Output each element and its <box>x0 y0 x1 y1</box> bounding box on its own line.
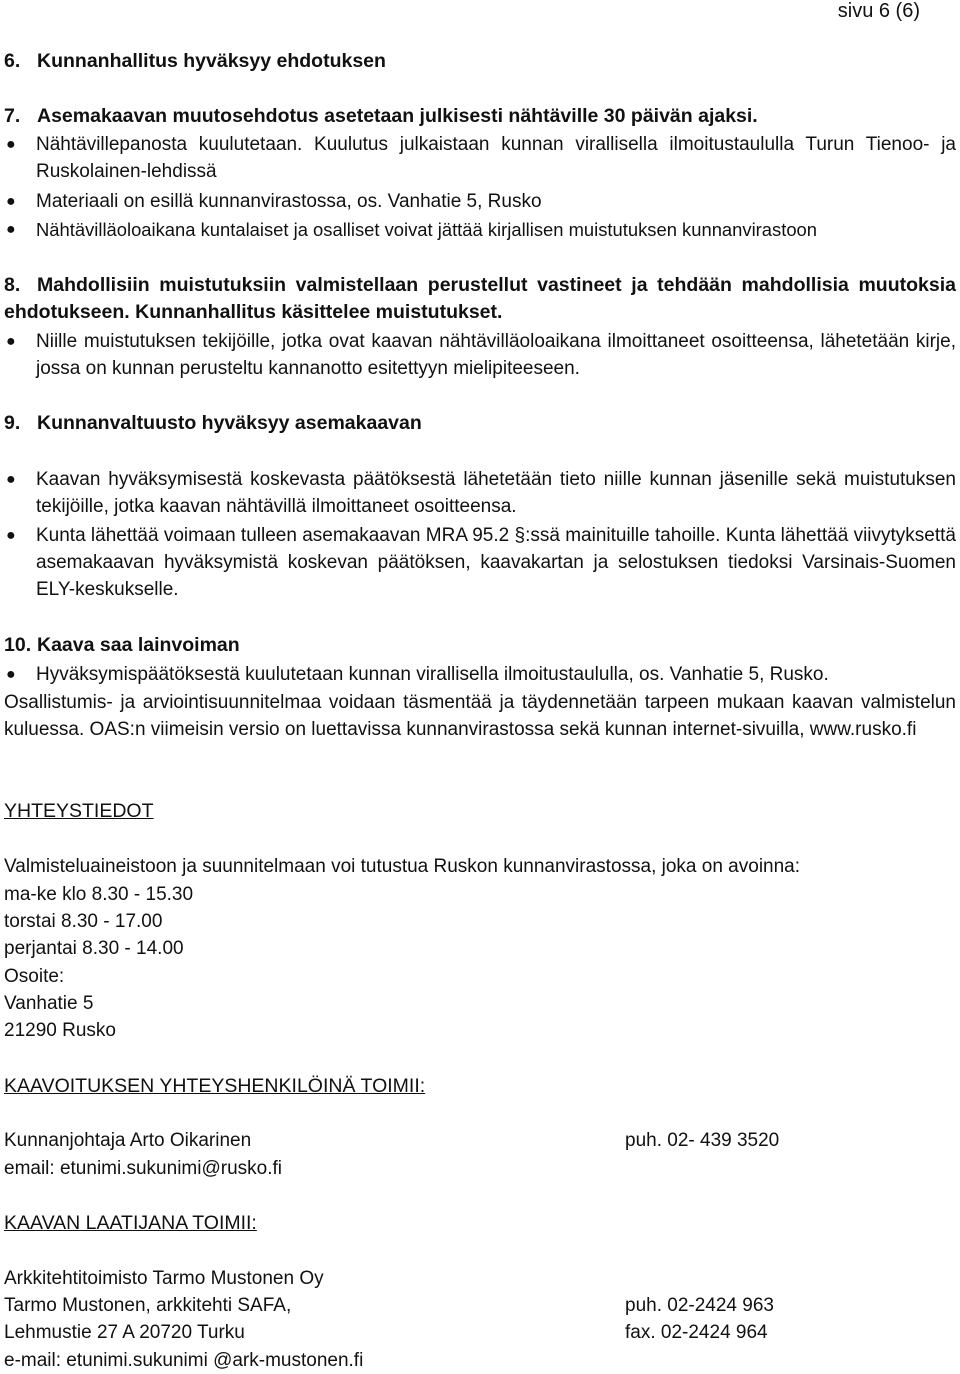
address-line: 21290 Rusko <box>4 1020 116 1041</box>
opening-hours-line: perjantai 8.30 - 14.00 <box>4 938 184 959</box>
step-7-heading <box>4 103 956 130</box>
bullet-item <box>4 131 956 185</box>
planning-contact-heading: KAAVOITUKSEN YHTEYSHENKILÖINÄ TOIMII: <box>4 1075 426 1097</box>
drafter-person: Tarmo Mustonen, arkkitehti SAFA, <box>4 1295 292 1316</box>
bullet-icon: ● <box>6 221 16 238</box>
drafter-email: e-mail: etunimi.sukunimi @ark-mustonen.fi <box>4 1350 364 1371</box>
bullet-icon: ● <box>6 666 16 683</box>
contact-email: email: etunimi.sukunimi@rusko.fi <box>4 1158 282 1179</box>
step-title: Asemakaavan muutosehdotus asetetaan julkisesti nähtäville 30 päivän ajaksi. <box>37 105 758 127</box>
bullet-icon: ● <box>6 136 16 153</box>
bullet-text: Kunta lähettää voimaan tulleen asemakaavan MRA 95.2 §:ssä mainituille tahoille. Kunta lähettää viivytyksettä asemakaavan hyväksymistä koskevan päätöksen, kaavakartan ja selostuksen tiedoksi Varsinais-Suomen ELY-keskukselle. <box>36 525 956 600</box>
step-number: 10. <box>4 634 32 656</box>
bullet-text: Niille muistutuksen tekijöille, jotka ovat kaavan nähtävilläoloaikana ilmoittaneet osoitteensa, lähetetään kirje, jossa on kunnan perusteltu kannanotto esitettyyn mielipiteeseen. <box>36 331 956 379</box>
drafter-fax: fax. 02-2424 964 <box>625 1322 768 1343</box>
page-number: sivu 6 (6) <box>837 0 920 22</box>
address-label: Osoite: <box>4 966 65 987</box>
bullet-item <box>4 661 956 688</box>
bullet-text: Nähtävillepanosta kuulutetaan. Kuulutus julkaistaan kunnan virallisella ilmoitustaululla Turun Tienoo- ja Ruskolainen-lehdissä <box>36 134 956 182</box>
contact-heading: YHTEYSTIEDOT <box>4 800 154 822</box>
bullet-text: Hyväksymispäätöksestä kuulutetaan kunnan virallisella ilmoitustaululla, os. Vanhatie 5, Rusko. <box>36 664 829 685</box>
contact-name: Kunnanjohtaja Arto Oikarinen <box>4 1130 252 1151</box>
drafter-company: Arkkitehtitoimisto Tarmo Mustonen Oy <box>4 1268 324 1289</box>
bullet-text: Nähtävilläoloaikana kuntalaiset ja osalliset voivat jättää kirjallisen muistutuksen kunnanvirastoon <box>36 219 818 240</box>
step-title: Kaava saa lainvoiman <box>37 634 240 656</box>
bullet-icon: ● <box>6 471 16 488</box>
step-title: Kunnanvaltuusto hyväksyy asemakaavan <box>37 412 422 434</box>
step-number: 7. <box>4 105 21 127</box>
step-number: 9. <box>4 412 21 434</box>
opening-hours-line: torstai 8.30 - 17.00 <box>4 911 163 932</box>
bullet-item <box>4 522 956 603</box>
drafter-address: Lehmustie 27 A 20720 Turku <box>4 1322 245 1343</box>
contact-phone: puh. 02- 439 3520 <box>625 1130 780 1151</box>
bullet-item <box>4 216 956 243</box>
step-number: 8. <box>4 274 21 296</box>
bullet-icon: ● <box>6 333 16 350</box>
bullet-text: Kaavan hyväksymisestä koskevasta päätöksestä lähetetään tieto niille kunnan jäsenille sekä muistutuksen tekijöille, jotka kaavan nähtävillä ilmoittaneet osoitteensa. <box>36 469 956 517</box>
opening-hours-line: ma-ke klo 8.30 - 15.30 <box>4 884 194 905</box>
drafter-heading: KAAVAN LAATIJANA TOIMII: <box>4 1212 257 1234</box>
bullet-text: Materiaali on esillä kunnanvirastossa, os. Vanhatie 5, Rusko <box>36 191 542 212</box>
bullet-item <box>4 188 956 215</box>
step-6-heading <box>4 48 956 75</box>
bullet-icon: ● <box>6 193 16 210</box>
step-title: Mahdollisiin muistutuksiin valmistellaan perustellut vastineet ja tehdään mahdollisia muutoksia ehdotukseen. Kunnanhallitus käsittelee muistutukset. <box>4 274 956 323</box>
step-number: 6. <box>4 50 21 72</box>
step-8-heading <box>4 272 956 326</box>
paragraph: Osallistumis- ja arviointisuunnitelmaa voidaan täsmentää ja täydennetään tarpeen mukaan kaavan valmistelun kuluessa. OAS:n viimeisin versio on luettavissa kunnanvirastossa sekä kunnan internet-sivuilla, www.rusko.fi <box>4 692 956 740</box>
step-title: Kunnanhallitus hyväksyy ehdotuksen <box>37 50 386 72</box>
address-line: Vanhatie 5 <box>4 993 94 1014</box>
bullet-item <box>4 328 956 382</box>
bullet-icon: ● <box>6 527 16 544</box>
step-9-heading <box>4 410 956 437</box>
bullet-item <box>4 466 956 520</box>
step-10-heading <box>4 632 956 659</box>
contact-intro: Valmisteluaineistoon ja suunnitelmaan voi tutustua Ruskon kunnanvirastossa, joka on avoinna: <box>4 856 801 877</box>
drafter-phone: puh. 02-2424 963 <box>625 1295 774 1316</box>
